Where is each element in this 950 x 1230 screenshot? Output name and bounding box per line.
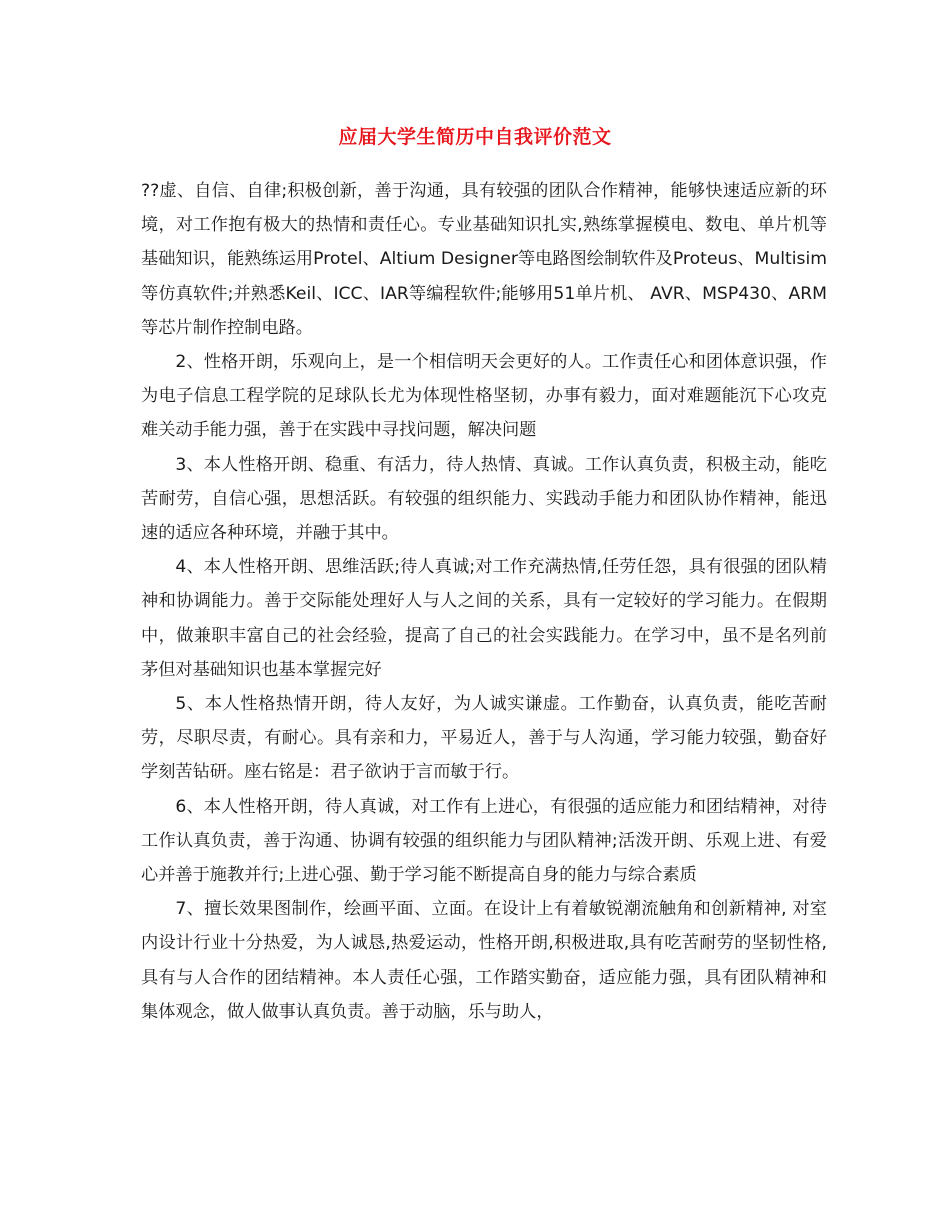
- paragraph-2: 2、性格开朗，乐观向上，是一个相信明天会更好的人。工作责任心和团体意识强，作为电子信息工程学院的足球队长尤为体现性格坚韧，办事有毅力，面对难题能沉下心攻克难关动手能力强，善于在实践中寻找问题，解决问题: [141, 352, 827, 441]
- paragraph-1: ??虚、自信、自律;积极创新，善于沟通，具有较强的团队合作精神，能够快速适应新的环境，对工作抱有极大的热情和责任心。专业基础知识扎实,熟练掌握模电、数电、单片机等基础知识，能熟练运用Protel、Altium Designer等电路图绘制软件及Proteus、Multisim等仿真软件;并熟悉Keil、ICC、IAR等编程软件;能够用51单片机、 AVR、MSP430、ARM等芯片制作控制电路。: [141, 181, 827, 338]
- paragraph-6: 6、本人性格开朗，待人真诚，对工作有上进心，有很强的适应能力和团结精神，对待工作认真负责，善于沟通、协调有较强的组织能力与团队精神;活泼开朗、乐观上进、有爱心并善于施教并行;上进心强、勤于学习能不断提高自身的能力与综合素质: [141, 796, 827, 886]
- paragraph-5: 5、本人性格热情开朗，待人友好，为人诚实谦虚。工作勤奋，认真负责，能吃苦耐劳，尽职尽责，有耐心。具有亲和力，平易近人，善于与人沟通，学习能力较强，勤奋好学刻苦钻研。座右铭是：君子欲讷于言而敏于行。: [141, 694, 827, 783]
- document-title: 应届大学生简历中自我评价范文: [338, 126, 612, 148]
- paragraph-7: 7、擅长效果图制作，绘画平面、立面。在设计上有着敏锐潮流触角和创新精神, 对室内设计行业十分热爱，为人诚恳,热爱运动，性格开朗,积极进取,具有吃苦耐劳的坚韧性格,具有与人合作的团结精神。本人责任心强，工作踏实勤奋，适应能力强，具有团队精神和集体观念，做人做事认真负责。善于动脑，乐与助人，: [141, 899, 827, 1022]
- paragraph-4: 4、本人性格开朗、思维活跃;待人真诚;对工作充满热情,任劳任怨，具有很强的团队精神和协调能力。善于交际能处理好人与人之间的关系，具有一定较好的学习能力。在假期中，做兼职丰富自己的社会经验，提高了自己的社会实践能力。在学习中，虽不是名列前茅但对基础知识也基本掌握完好: [141, 557, 827, 680]
- document-body: [141, 174, 827, 1029]
- paragraph-3: 3、本人性格开朗、稳重、有活力，待人热情、真诚。工作认真负责，积极主动，能吃苦耐劳，自信心强，思想活跃。有较强的组织能力、实践动手能力和团队协作精神，能迅速的适应各种环境，并融于其中。: [141, 454, 827, 544]
